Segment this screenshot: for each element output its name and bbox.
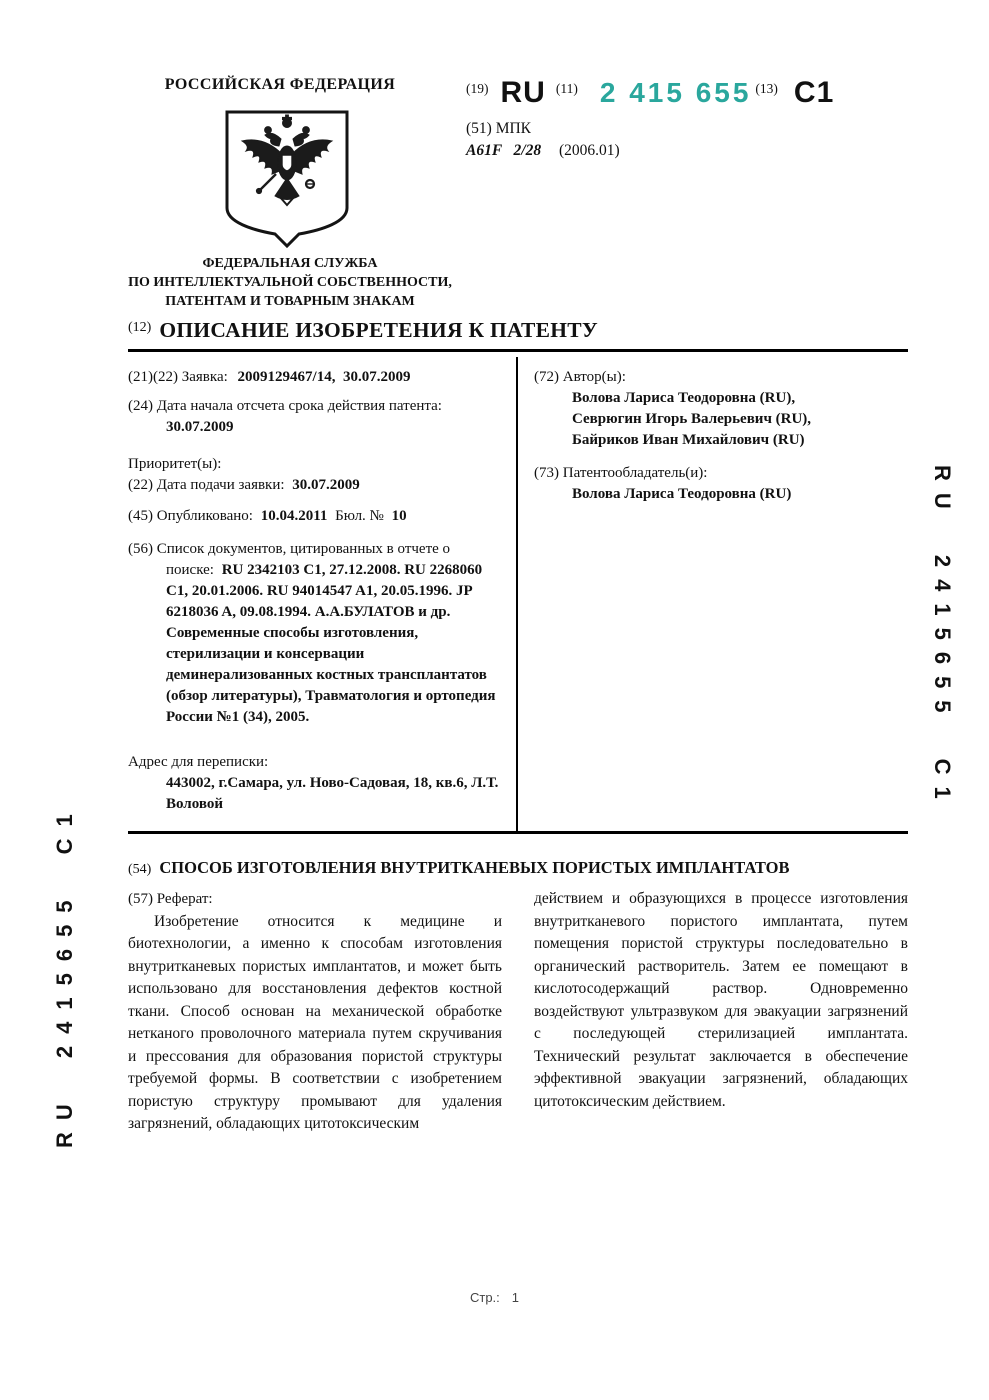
sidebar-patent-number-left: RU 2415655 C1 bbox=[52, 802, 77, 1148]
coat-of-arms bbox=[222, 108, 352, 250]
bulletin-value: 10 bbox=[391, 508, 407, 524]
document-type-title: ОПИСАНИЕ ИЗОБРЕТЕНИЯ К ПАТЕНТУ bbox=[159, 318, 599, 342]
coat-of-arms-icon bbox=[222, 108, 352, 250]
inid-12-label: (12) bbox=[128, 320, 152, 335]
authority-line-2: ПО ИНТЕЛЛЕКТУАЛЬНОЙ СОБСТВЕННОСТИ, bbox=[128, 275, 452, 290]
issuing-authority bbox=[118, 254, 462, 311]
document-type-heading bbox=[128, 318, 908, 352]
abstract-section bbox=[128, 888, 908, 1136]
document-kind: C1 bbox=[793, 76, 835, 109]
application-value: 2009129467/14, 30.07.2009 bbox=[237, 369, 411, 385]
author-name: Байриков Иван Михайлович (RU) bbox=[572, 432, 805, 448]
ipc-version: (2006.01) bbox=[558, 142, 620, 159]
ipc-classification bbox=[466, 142, 620, 160]
bibliographic-table bbox=[128, 357, 908, 834]
filing-date-value: 30.07.2009 bbox=[292, 477, 360, 493]
published-row bbox=[128, 506, 500, 527]
filing-date-row bbox=[128, 475, 500, 496]
filing-date-label: (22) Дата подачи заявки: bbox=[128, 477, 285, 493]
invention-title: СПОСОБ ИЗГОТОВЛЕНИЯ ВНУТРИТКАНЕВЫХ ПОРИСТЫХ ИМПЛАНТАТОВ bbox=[159, 858, 790, 877]
abstract-right-column bbox=[518, 888, 908, 1136]
page-label: Стр.: bbox=[469, 1290, 500, 1305]
published-label: (45) Опубликовано: bbox=[128, 508, 253, 524]
authority-line-1: ФЕДЕРАЛЬНАЯ СЛУЖБА bbox=[202, 256, 378, 271]
abstract-label: (57) Реферат: bbox=[128, 891, 213, 907]
priority-label: Приоритет(ы): bbox=[128, 456, 222, 472]
authority-line-3: ПАТЕНТАМ И ТОВАРНЫМ ЗНАКАМ bbox=[165, 294, 415, 309]
citations-value: RU 2342103 C1, 27.12.2008. RU 2268060 C1, 20.01.2006. RU 94014547 A1, 20.05.1996. JP 6218036 A, 09.08.1994. А.А.БУЛАТОВ и др. Современные способы изготовления, стерилизации и консервации деминерализованных костных трансплантатов (обзор литературы), Травматология и ортопедия России №1 (34), 2005. bbox=[166, 562, 496, 725]
country-name: РОССИЙСКАЯ ФЕДЕРАЦИЯ bbox=[164, 76, 396, 93]
address-value: 443002, г.Самара, ул. Ново-Садовая, 18, кв.6, Л.Т. Воловой bbox=[166, 775, 499, 812]
inid-19-label: (19) bbox=[466, 81, 489, 96]
biblio-right-column bbox=[518, 357, 908, 831]
sidebar-patent-number-right: RU 2415655 C1 bbox=[930, 465, 955, 811]
country-code: RU bbox=[500, 76, 546, 109]
application-label: (21)(22) Заявка: bbox=[128, 369, 228, 385]
abstract-left-column bbox=[128, 888, 518, 1136]
invention-title-row bbox=[128, 858, 918, 878]
bulletin-label: Бюл. № bbox=[335, 508, 384, 524]
ipc-section-label: (51) МПК bbox=[466, 120, 532, 137]
inid-11-label: (11) bbox=[555, 81, 578, 96]
citations-block bbox=[128, 539, 500, 728]
patent-holder-label: (73) Патентообладатель(и): bbox=[534, 465, 708, 481]
citations-label: (56) Список документов, цитированных в отчете о поиске: bbox=[128, 541, 451, 578]
author-name: Волова Лариса Теодоровна (RU), bbox=[572, 390, 796, 406]
address-label: Адрес для переписки: bbox=[128, 754, 269, 770]
inid-13-label: (13) bbox=[755, 81, 778, 96]
ipc-code: A61F 2/28 bbox=[466, 142, 542, 159]
biblio-left-column bbox=[128, 357, 518, 831]
abstract-text-right: действием и образующихся в процессе изготовления внутритканевого пористого имплантата, путем помещения пористой структуры последовательно в органический растворитель. Затем ее помещают в кислотосодержащий раствор. Одновременно воздействуют ультразвуком для эвакуации загрязнений с последующей стерилизацией имплантата. Технический результат заключается в обеспечение эффективной эвакуации загрязнений, обладающих цитотоксическим действием. bbox=[534, 890, 908, 1110]
publication-number: 2 415 655 bbox=[599, 77, 752, 108]
term-start-value: 30.07.2009 bbox=[166, 419, 234, 435]
abstract-text-left: Изобретение относится к медицине и биотехнологии, а именно к способам изготовления внутритканевых пористых имплантатов, и может быть использовано для восстановления дефектов костной ткани. Способ основан на механической обработке нетканого проволочного материала путем скручивания и прессования для образования пористой структуры требуемой формы. В соответствии с изобретением пористую структуру промывают для удаления загрязнений, обладающих цитотоксическим bbox=[128, 912, 502, 1132]
publication-number-line bbox=[466, 76, 834, 110]
application-row bbox=[128, 367, 500, 388]
term-start-label: (24) Дата начала отсчета срока действия патента: bbox=[128, 398, 442, 414]
published-value: 10.04.2011 bbox=[260, 508, 328, 524]
inid-54-label: (54) bbox=[128, 862, 152, 877]
author-name: Севрюгин Игорь Валерьевич (RU), bbox=[572, 411, 812, 427]
page-footer bbox=[0, 1290, 989, 1305]
patent-holder-name: Волова Лариса Теодоровна (RU) bbox=[572, 486, 792, 502]
page-number: 1 bbox=[511, 1290, 520, 1305]
authors-label: (72) Автор(ы): bbox=[534, 369, 626, 385]
